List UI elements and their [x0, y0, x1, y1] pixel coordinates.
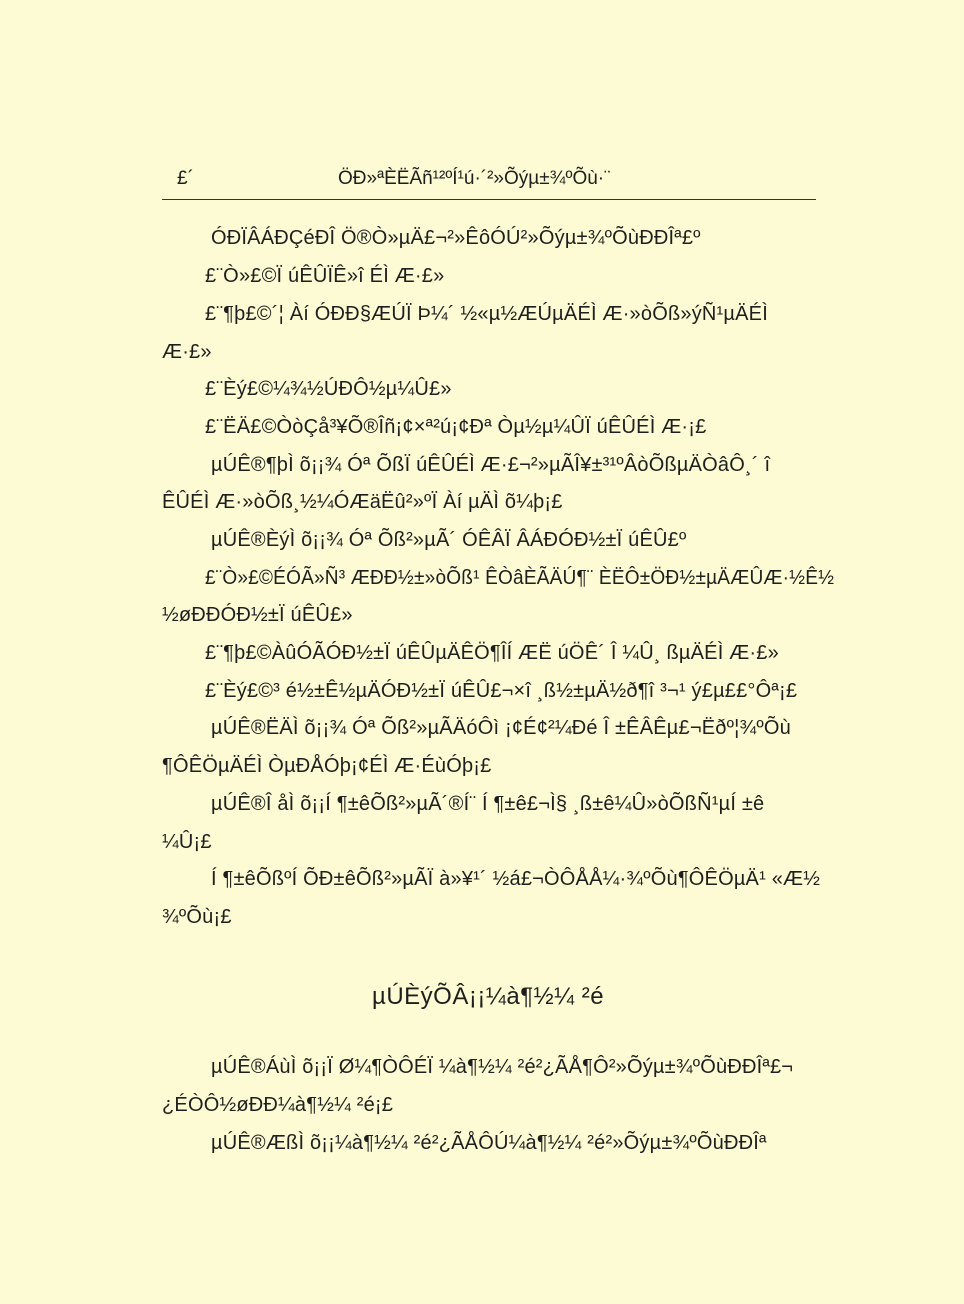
paragraph-line: £¨Èý£©¼¾½ÚÐÔ½µ¼Û£»: [205, 378, 452, 400]
paragraph-line: µÚÊ®ÈýÌ õ¡¡¾ Óª Õß²»µÃ´ ÓÊÂÏ ÂÁÐÓÐ½±Ï úÊÛ£º: [211, 529, 687, 551]
paragraph-line: µÚÊ®ÆßÌ õ¡¡¼à¶½¼ ²é²¿ÃÅÔÚ¼à¶½¼ ²é²»Õýµ±¾ºÕùÐÐÎª: [211, 1132, 767, 1154]
running-title: ÖÐ»ªÈËÃñ¹²ºÍ¹ú·´²»Õýµ±¾ºÕù·¨: [338, 168, 611, 189]
paragraph-line: £¨¶þ£©ÀûÓÃÓÐ½±Ï úÊÛµÄÊÖ¶ÎÍ ÆË úÖÊ´ Î ¼Û¸ ßµÄÉÌ Æ·£»: [205, 642, 779, 664]
paragraph-line: µÚÊ®ÁùÌ õ¡¡Ï Ø¼¶ÒÔÉÏ ¼à¶½¼ ²é²¿ÃÅ¶Ô²»Õýµ±¾ºÕùÐÐÎª£¬: [211, 1056, 794, 1078]
paragraph-line: Æ·£»: [162, 341, 212, 363]
paragraph-line: £¨ËÄ£©ÒòÇå³¥Õ®Îñ¡¢×ª²ú¡¢Ðª Òµ½µ¼ÛÏ úÊÛÉÌ Æ·¡£: [205, 416, 707, 438]
paragraph-line: µÚÊ®ËÄÌ õ¡¡¾ Óª Õß²»µÃÄóÔì ¡¢É¢²¼Ðé Î ±ÊÂÊµ£¬Ëðº¦¾ºÕù: [211, 717, 791, 739]
paragraph-line: µÚÊ®¶þÌ õ¡¡¾ Óª ÕßÏ úÊÛÉÌ Æ·£¬²»µÃÎ¥±³¹ºÂòÕßµÄÒâÔ¸´ î: [211, 454, 771, 476]
paragraph-line: £¨Èý£©³ é½±Ê½µÄÓÐ½±Ï úÊÛ£¬×î ¸ß½±µÄ½ð¶î ³¬¹ ý£µ££°Ôª¡£: [205, 680, 798, 702]
paragraph-line: ¶ÔÊÖµÄÉÌ ÒµÐÅÓþ¡¢ÉÌ Æ·ÉùÓþ¡£: [162, 755, 492, 777]
paragraph-line: ÓÐÏÂÁÐÇéÐÎ Ö®Ò»µÄ£¬²»ÊôÓÚ²»Õýµ±¾ºÕùÐÐÎª£º: [211, 227, 701, 249]
paragraph-line: £¨¶þ£©´¦ Àí ÓÐÐ§ÆÚÏ Þ¼´ ½«µ½ÆÚµÄÉÌ Æ·»òÕß»ýÑ¹µÄÉÌ: [205, 303, 768, 325]
header-divider: [162, 199, 816, 200]
paragraph-line: ¿ÉÒÔ½øÐÐ¼à¶½¼ ²é¡£: [162, 1094, 394, 1116]
section-heading: µÚÈýÕÂ¡¡¼à¶½¼ ²é: [372, 983, 605, 1010]
paragraph-line: ÊÛÉÌ Æ·»òÕß¸½¼ÓÆäËû²»ºÏ Àí µÄÌ õ¼þ¡£: [162, 491, 563, 513]
paragraph-line: µÚÊ®Î åÌ õ¡¡Í ¶±êÕß²»µÃ´®Í¨ Í ¶±ê£¬Ì§ ¸ß±ê¼Û»òÕßÑ¹µÍ ±ê: [211, 793, 765, 815]
paragraph-line: Í ¶±êÕßºÍ ÕÐ±êÕß²»µÃÏ à»¥¹´ ½á£¬ÒÔÅÅ¼·¾ºÕù¶ÔÊÖµÄ¹ «Æ½: [211, 868, 821, 890]
paragraph-line: ¾ºÕù¡£: [162, 906, 232, 928]
paragraph-line: ½øÐÐÓÐ½±Ï úÊÛ£»: [162, 604, 353, 626]
paragraph-line: ¼Û¡£: [162, 831, 212, 853]
paragraph-line: £¨Ò»£©Ï úÊÛÏÊ»î ÉÌ Æ·£»: [205, 265, 445, 287]
paragraph-line: £¨Ò»£©ÉÓÃ»Ñ³ ÆÐÐ½±»òÕß¹ ÊÒâÈÃÄÚ¶¨ ÈËÔ±ÖÐ½±µÄÆÛÆ·½Ê½: [205, 567, 835, 589]
page-number: £´: [177, 168, 194, 189]
